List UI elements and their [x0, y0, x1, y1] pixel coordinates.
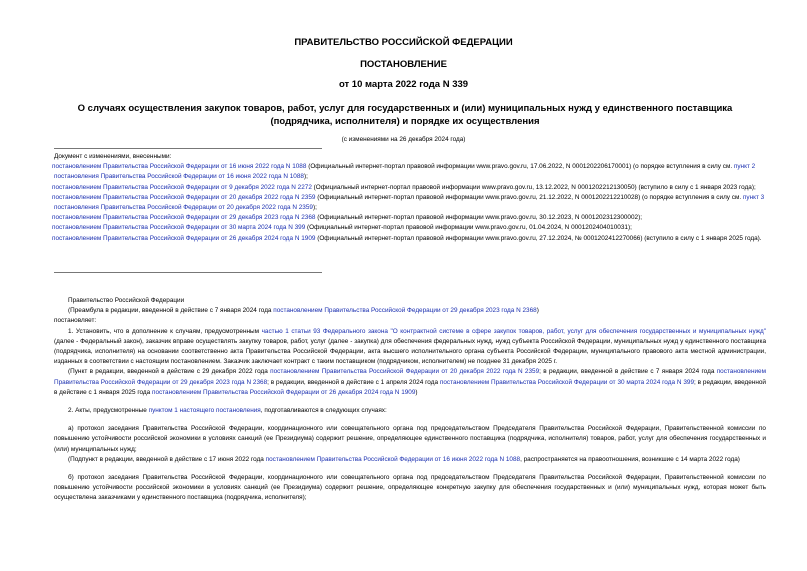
amendment-item: постановлением Правительства Российской Федерации от 26 декабря 2024 года N 1909 (Официальный интернет-портал правовой информации www.pravo.gov.ru, 27.12.2024, № 0001202412270066) (вступило в силу с 1 января 2025 года).: [52, 234, 762, 242]
amendment-link[interactable]: постановлением Правительства Российской Федерации от 26 декабря 2024 года N 1909: [52, 234, 316, 242]
amendment-link[interactable]: постановлением Правительства Российской Федерации от 30 марта 2024 года N 399: [52, 224, 306, 232]
edition-note: (с изменениями на 26 декабря 2024 года): [341, 136, 466, 143]
federal-law-link[interactable]: частью 1 статьи 93 Федерального закона "О контрактной системе в сфере закупок товаров, работ, услуг для обеспечения государственных и муниципальных нужд": [261, 327, 766, 335]
amendment-item: постановлением Правительства Российской Федерации от 20 декабря 2022 года N 2359 (Официальный интернет-портал правовой информации www.pravo.gov.ru, 21.12.2022, N 0001202212210028) (о порядке вступления в силу см. пункт 3 постановления Правительства Российской Федерации от 20 декабря 2022 года N 2359);: [52, 193, 765, 212]
government-heading: ПРАВИТЕЛЬСТВО РОССИЙСКОЙ ФЕДЕРАЦИИ: [294, 37, 513, 48]
amendment-link[interactable]: постановлением Правительства Российской Федерации от 20 декабря 2022 года N 2359: [52, 193, 316, 201]
note-link[interactable]: постановлением Правительства Российской Федерации от 26 декабря 2024 года N 1909: [151, 388, 416, 396]
document-date-number: от 10 марта 2022 года N 339: [338, 79, 469, 90]
amendment-link[interactable]: постановлением Правительства Российской Федерации от 9 декабря 2022 года N 2272: [52, 183, 312, 191]
amendment-item: постановлением Правительства Российской Федерации от 29 декабря 2023 года N 2368 (Официальный интернет-портал правовой информации www.pravo.gov.ru, 30.12.2023, N 0001202312300002);: [52, 214, 643, 222]
amendment-item: постановлением Правительства Российской Федерации от 9 декабря 2022 года N 2272 (Официальный интернет-портал правовой информации www.pravo.gov.ru, 13.12.2022, N 0001202212130050) (вступило в силу с 1 января 2023 года);: [52, 183, 756, 191]
paragraph-2: 2. Акты, предусмотренные пунктом 1 настоящего постановления, подготавливаются в следующих случаях:: [68, 407, 387, 415]
amendments-bottom-rule: [54, 272, 322, 273]
document-body: [54, 296, 766, 504]
paragraph-1-link[interactable]: пунктом 1 настоящего постановления: [148, 407, 261, 415]
amendment-item: постановлением Правительства Российской Федерации от 16 июня 2022 года N 1088 (Официальный интернет-портал правовой информации www.pravo.gov.ru, 17.06.2022, N 0001202206170001) (о порядке вступления в силу см. пункт 2 постановления Правительства Российской Федерации от 16 июня 2022 года N 1088);: [52, 163, 756, 181]
amendments-block: [54, 152, 766, 244]
document-title: О случаях осуществления закупок товаров, работ, услуг для государственных и (или) муниципальных нужд у единственного поставщика (подрядчика, исполнителя) и порядке их осуществления: [77, 103, 733, 127]
paragraph-1: 1. Установить, что в дополнение к случаям, предусмотренным частью 1 статьи 93 Федерального закона "О контрактной системе в сфере закупок товаров, работ, услуг для обеспечения государственных и муниципальных нужд" (далее - Федеральный закон), заказчик вправе осуществлять закупку товаров, работ, услуг (далее - закупка) для обеспечения федеральных нужд, нужд субъекта Российской Федерации, муниципальных нужд у единственного поставщика (подрядчика, исполнителя) на основании соответственно акта Правительства Российской Федерации, акта высшего исполнительного органа субъекта Российской Федерации, муниципального правового акта местной администрации, изданных в соответствии с настоящим постановлением. Заказчик заключает контракт с таким поставщиком (подрядчиком, исполнителем) не позднее 31 декабря 2025 г.: [54, 327, 766, 366]
note-link[interactable]: постановлением Правительства Российской Федерации от 30 марта 2024 года N 399: [439, 378, 695, 386]
paragraph-1-note: (Пункт в редакции, введенной в действие с 29 декабря 2022 года постановлением Правительства Российской Федерации от 20 декабря 2022 года N 2359; в редакции, введенной в действие с 7 января 2024 года постановлением Правительства Российской Федерации от 29 декабря 2023 года N 2368; в редакции, введенной в действие с 1 апреля 2024 года постановлением Правительства Российской Федерации от 30 марта 2024 года N 399; в редакции, введенной в действие с 1 января 2025 года постановлением Правительства Российской Федерации от 26 декабря 2024 года N 1909): [54, 368, 766, 396]
note-link[interactable]: постановлением Правительства Российской Федерации от 29 декабря 2023 года N 2368: [54, 368, 766, 386]
amendments-top-rule: [54, 148, 322, 149]
amendment-secondary-link[interactable]: пункт 2 постановления Правительства Российской Федерации от 16 июня 2022 года N 1088: [54, 163, 756, 181]
spacer: [54, 416, 766, 424]
spacer: [54, 465, 766, 473]
amendments-lead: Документ с изменениями, внесенными:: [54, 153, 172, 160]
amendment-secondary-link[interactable]: пункт 3 постановления Правительства Российской Федерации от 20 декабря 2022 года N 2359: [54, 193, 765, 212]
preamble-link[interactable]: постановлением Правительства Российской Федерации от 29 декабря 2023 года N 2368: [273, 307, 537, 315]
amendment-item: постановлением Правительства Российской Федерации от 30 марта 2024 года N 399 (Официальный интернет-портал правовой информации www.pravo.gov.ru, 01.04.2024, N 0001202404010031);: [52, 224, 632, 232]
amendment-link[interactable]: постановлением Правительства Российской Федерации от 29 декабря 2023 года N 2368: [52, 214, 316, 222]
decrees-line: постановляет:: [54, 317, 97, 325]
document-type: ПОСТАНОВЛЕНИЕ: [360, 59, 447, 70]
intro-line: Правительство Российской Федерации: [68, 297, 185, 304]
note-link[interactable]: постановлением Правительства Российской Федерации от 16 июня 2022 года N 1088: [265, 455, 521, 463]
subparagraph-a: а) протокол заседания Правительства Российской Федерации, координационного или совещательного органа под председательством Председателя Правительства Российской Федерации, Правительственной комиссии по повышению устойчивости российской экономики в условиях санкций (ее Президиума) содержит решение, определяющее единственного поставщика (подрядчика, исполнителя) товаров, работ, услуг для обеспечения государственных и (или) муниципальных нужд;: [54, 425, 766, 453]
preamble-note: (Преамбула в редакции, введенной в действие с 7 января 2024 года постановлением Правительства Российской Федерации от 29 декабря 2023 года N 2368): [68, 307, 539, 315]
spacer: [54, 398, 766, 406]
note-link[interactable]: постановлением Правительства Российской Федерации от 20 декабря 2022 года N 2359: [270, 368, 540, 376]
subparagraph-a-note: (Подпункт в редакции, введенной в действие с 17 июня 2022 года постановлением Правительства Российской Федерации от 16 июня 2022 года N 1088, распространяется на правоотношения, возникшие с 14 марта 2022 года): [68, 455, 740, 463]
subparagraph-b: б) протокол заседания Правительства Российской Федерации, координационного или совещательного органа под председательством Председателя Правительства Российской Федерации, Правительственной комиссии по повышению устойчивости российской экономики в условиях санкций (ее Президиума) содержит решение, определяющее конкретную закупку для обеспечения государственных и (или) муниципальных нужд, которая может быть осуществлена заказчиками у единственного поставщика (подрядчика, исполнителя);: [54, 474, 766, 502]
amendment-link[interactable]: постановлением Правительства Российской Федерации от 16 июня 2022 года N 1088: [52, 163, 307, 171]
